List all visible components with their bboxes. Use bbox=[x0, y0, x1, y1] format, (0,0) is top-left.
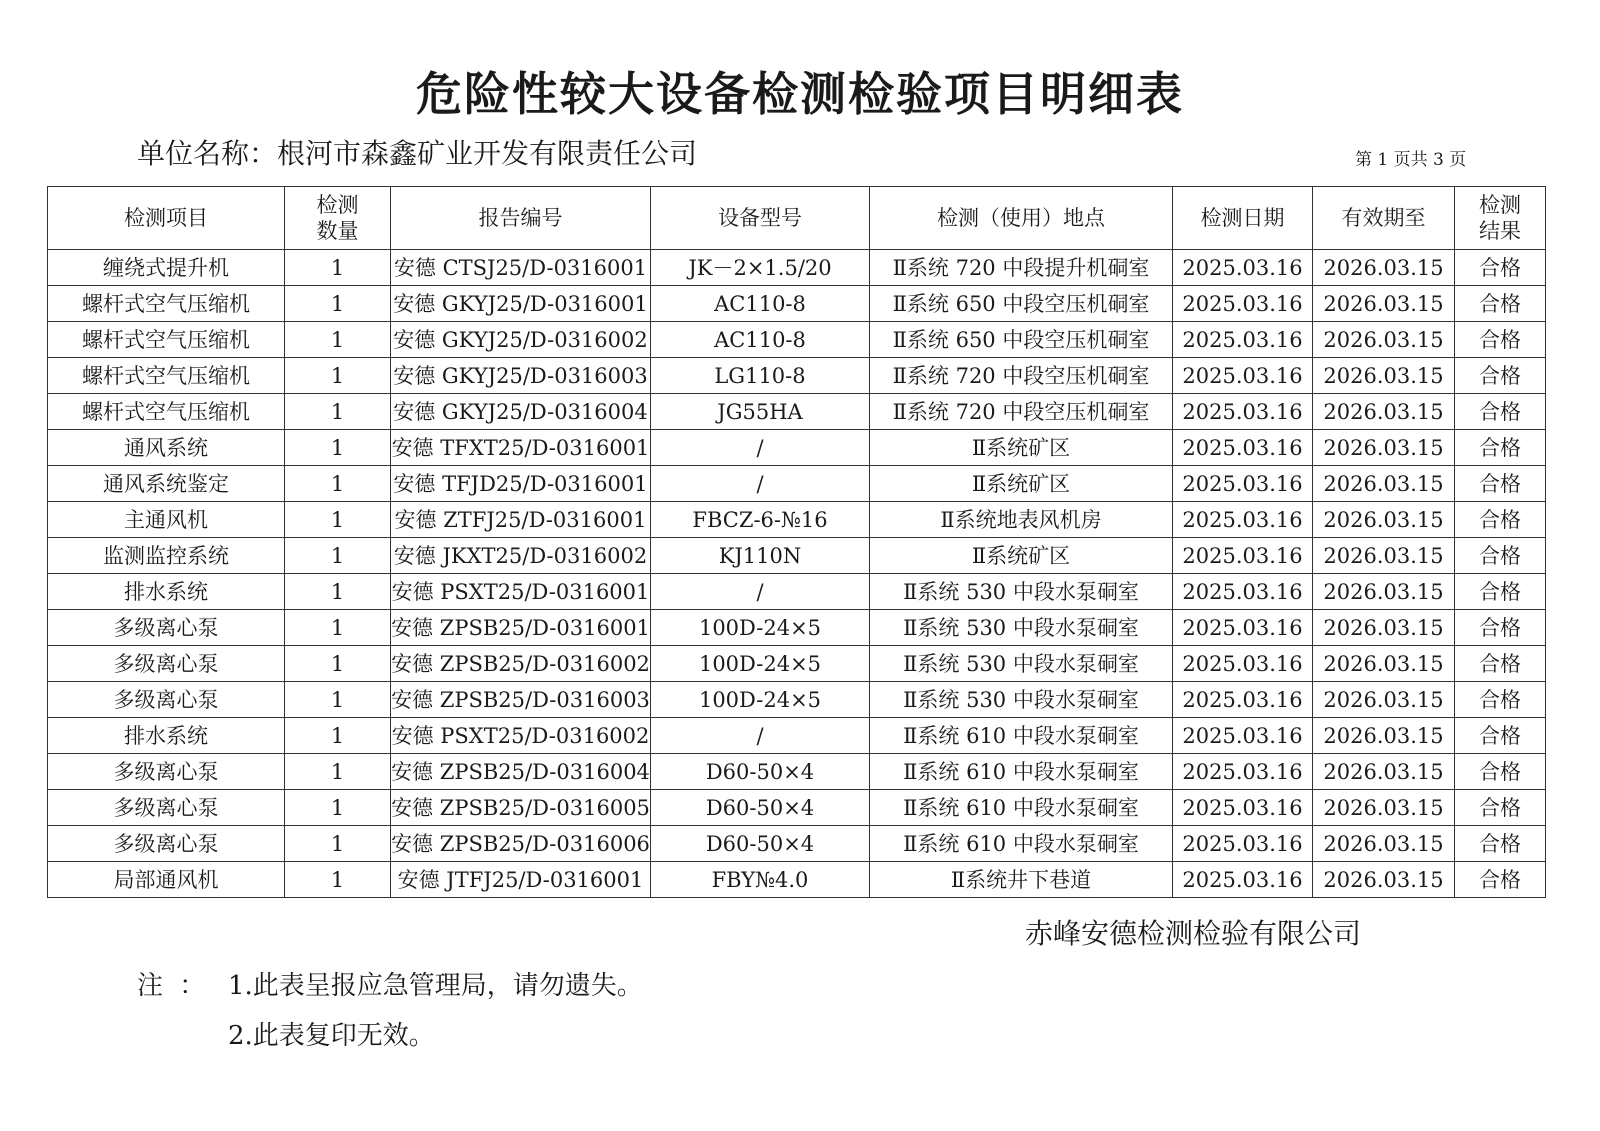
cell-model: 100D-24×5 bbox=[651, 610, 870, 646]
table-row bbox=[48, 610, 1546, 646]
cell-model: FBCZ-6-№16 bbox=[651, 502, 870, 538]
cell-report-no: 安德 GKYJ25/D-0316003 bbox=[391, 358, 651, 394]
cell-location: Ⅱ系统 720 中段提升机硐室 bbox=[870, 250, 1173, 286]
cell-quantity: 1 bbox=[285, 682, 391, 718]
cell-location: Ⅱ系统 530 中段水泵硐室 bbox=[870, 646, 1173, 682]
cell-location: Ⅱ系统 720 中段空压机硐室 bbox=[870, 394, 1173, 430]
cell-result: 合格 bbox=[1455, 862, 1546, 898]
inspection-table bbox=[47, 186, 1546, 898]
cell-location: Ⅱ系统矿区 bbox=[870, 466, 1173, 502]
cell-report-no: 安德 GKYJ25/D-0316002 bbox=[391, 322, 651, 358]
cell-report-no: 安德 TFJD25/D-0316001 bbox=[391, 466, 651, 502]
cell-test-date: 2025.03.16 bbox=[1173, 610, 1313, 646]
cell-test-date: 2025.03.16 bbox=[1173, 430, 1313, 466]
cell-valid-until: 2026.03.15 bbox=[1313, 754, 1455, 790]
notes-label: 注 ： bbox=[137, 971, 206, 1001]
header-result: 检测 结果 bbox=[1455, 187, 1546, 250]
cell-item: 排水系统 bbox=[48, 718, 285, 754]
cell-model: FBY№4.0 bbox=[651, 862, 870, 898]
table-row bbox=[48, 430, 1546, 466]
table-row bbox=[48, 322, 1546, 358]
cell-quantity: 1 bbox=[285, 646, 391, 682]
cell-location: Ⅱ系统 650 中段空压机硐室 bbox=[870, 286, 1173, 322]
cell-result: 合格 bbox=[1455, 574, 1546, 610]
unit-name: 单位名称：根河市森鑫矿业开发有限责任公司 bbox=[137, 137, 698, 170]
cell-valid-until: 2026.03.15 bbox=[1313, 682, 1455, 718]
cell-quantity: 1 bbox=[285, 790, 391, 826]
cell-valid-until: 2026.03.15 bbox=[1313, 718, 1455, 754]
cell-test-date: 2025.03.16 bbox=[1173, 682, 1313, 718]
cell-location: Ⅱ系统井下巷道 bbox=[870, 862, 1173, 898]
cell-result: 合格 bbox=[1455, 394, 1546, 430]
header-test-date: 检测日期 bbox=[1173, 187, 1313, 250]
cell-model: AC110-8 bbox=[651, 286, 870, 322]
cell-test-date: 2025.03.16 bbox=[1173, 790, 1313, 826]
cell-item: 多级离心泵 bbox=[48, 754, 285, 790]
cell-result: 合格 bbox=[1455, 466, 1546, 502]
cell-result: 合格 bbox=[1455, 646, 1546, 682]
cell-valid-until: 2026.03.15 bbox=[1313, 610, 1455, 646]
table-row bbox=[48, 466, 1546, 502]
cell-quantity: 1 bbox=[285, 502, 391, 538]
cell-valid-until: 2026.03.15 bbox=[1313, 790, 1455, 826]
cell-quantity: 1 bbox=[285, 466, 391, 502]
cell-item: 多级离心泵 bbox=[48, 610, 285, 646]
cell-model: JK－2×1.5/20 bbox=[651, 250, 870, 286]
cell-test-date: 2025.03.16 bbox=[1173, 358, 1313, 394]
cell-valid-until: 2026.03.15 bbox=[1313, 466, 1455, 502]
cell-report-no: 安德 ZTFJ25/D-0316001 bbox=[391, 502, 651, 538]
cell-item: 多级离心泵 bbox=[48, 790, 285, 826]
cell-valid-until: 2026.03.15 bbox=[1313, 358, 1455, 394]
header-quantity: 检测 数量 bbox=[285, 187, 391, 250]
cell-test-date: 2025.03.16 bbox=[1173, 322, 1313, 358]
cell-item: 主通风机 bbox=[48, 502, 285, 538]
table-row bbox=[48, 502, 1546, 538]
cell-model: / bbox=[651, 430, 870, 466]
table-body bbox=[48, 250, 1546, 898]
cell-model: D60-50×4 bbox=[651, 826, 870, 862]
table-row bbox=[48, 394, 1546, 430]
cell-quantity: 1 bbox=[285, 286, 391, 322]
header-valid-until: 有效期至 bbox=[1313, 187, 1455, 250]
cell-report-no: 安德 ZPSB25/D-0316006 bbox=[391, 826, 651, 862]
cell-item: 通风系统鉴定 bbox=[48, 466, 285, 502]
table-row bbox=[48, 574, 1546, 610]
cell-quantity: 1 bbox=[285, 862, 391, 898]
cell-item: 排水系统 bbox=[48, 574, 285, 610]
table-row bbox=[48, 790, 1546, 826]
cell-test-date: 2025.03.16 bbox=[1173, 574, 1313, 610]
cell-location: Ⅱ系统 720 中段空压机硐室 bbox=[870, 358, 1173, 394]
cell-location: Ⅱ系统矿区 bbox=[870, 430, 1173, 466]
cell-valid-until: 2026.03.15 bbox=[1313, 862, 1455, 898]
table-row bbox=[48, 286, 1546, 322]
cell-result: 合格 bbox=[1455, 250, 1546, 286]
cell-quantity: 1 bbox=[285, 322, 391, 358]
cell-test-date: 2025.03.16 bbox=[1173, 286, 1313, 322]
cell-location: Ⅱ系统 530 中段水泵硐室 bbox=[870, 610, 1173, 646]
cell-report-no: 安德 TFXT25/D-0316001 bbox=[391, 430, 651, 466]
cell-test-date: 2025.03.16 bbox=[1173, 646, 1313, 682]
cell-valid-until: 2026.03.15 bbox=[1313, 430, 1455, 466]
cell-report-no: 安德 PSXT25/D-0316001 bbox=[391, 574, 651, 610]
cell-report-no: 安德 ZPSB25/D-0316004 bbox=[391, 754, 651, 790]
cell-test-date: 2025.03.16 bbox=[1173, 754, 1313, 790]
cell-quantity: 1 bbox=[285, 394, 391, 430]
cell-model: LG110-8 bbox=[651, 358, 870, 394]
cell-model: D60-50×4 bbox=[651, 790, 870, 826]
table-header-row bbox=[48, 187, 1546, 250]
cell-model: / bbox=[651, 574, 870, 610]
cell-quantity: 1 bbox=[285, 250, 391, 286]
cell-location: Ⅱ系统 650 中段空压机硐室 bbox=[870, 322, 1173, 358]
cell-location: Ⅱ系统 530 中段水泵硐室 bbox=[870, 682, 1173, 718]
cell-model: / bbox=[651, 718, 870, 754]
cell-report-no: 安德 ZPSB25/D-0316003 bbox=[391, 682, 651, 718]
cell-report-no: 安德 ZPSB25/D-0316001 bbox=[391, 610, 651, 646]
cell-model: 100D-24×5 bbox=[651, 646, 870, 682]
cell-valid-until: 2026.03.15 bbox=[1313, 286, 1455, 322]
cell-valid-until: 2026.03.15 bbox=[1313, 646, 1455, 682]
cell-item: 缠绕式提升机 bbox=[48, 250, 285, 286]
cell-report-no: 安德 CTSJ25/D-0316001 bbox=[391, 250, 651, 286]
cell-quantity: 1 bbox=[285, 430, 391, 466]
cell-item: 监测监控系统 bbox=[48, 538, 285, 574]
cell-result: 合格 bbox=[1455, 790, 1546, 826]
cell-valid-until: 2026.03.15 bbox=[1313, 322, 1455, 358]
cell-location: Ⅱ系统 530 中段水泵硐室 bbox=[870, 574, 1173, 610]
cell-quantity: 1 bbox=[285, 718, 391, 754]
table-row bbox=[48, 718, 1546, 754]
header-report-no: 报告编号 bbox=[391, 187, 651, 250]
table-row bbox=[48, 646, 1546, 682]
cell-report-no: 安德 ZPSB25/D-0316002 bbox=[391, 646, 651, 682]
table-row bbox=[48, 250, 1546, 286]
cell-item: 螺杆式空气压缩机 bbox=[48, 286, 285, 322]
cell-quantity: 1 bbox=[285, 574, 391, 610]
cell-result: 合格 bbox=[1455, 430, 1546, 466]
cell-model: / bbox=[651, 466, 870, 502]
cell-model: D60-50×4 bbox=[651, 754, 870, 790]
cell-valid-until: 2026.03.15 bbox=[1313, 826, 1455, 862]
header-item: 检测项目 bbox=[48, 187, 285, 250]
cell-item: 螺杆式空气压缩机 bbox=[48, 358, 285, 394]
cell-model: AC110-8 bbox=[651, 322, 870, 358]
cell-location: Ⅱ系统 610 中段水泵硐室 bbox=[870, 826, 1173, 862]
cell-item: 多级离心泵 bbox=[48, 682, 285, 718]
cell-test-date: 2025.03.16 bbox=[1173, 538, 1313, 574]
cell-location: Ⅱ系统地表风机房 bbox=[870, 502, 1173, 538]
cell-quantity: 1 bbox=[285, 754, 391, 790]
cell-valid-until: 2026.03.15 bbox=[1313, 574, 1455, 610]
note-item-1: 1.此表呈报应急管理局，请勿遗失。 bbox=[228, 971, 643, 1001]
table-row bbox=[48, 358, 1546, 394]
cell-result: 合格 bbox=[1455, 718, 1546, 754]
cell-result: 合格 bbox=[1455, 682, 1546, 718]
cell-quantity: 1 bbox=[285, 538, 391, 574]
header-model: 设备型号 bbox=[651, 187, 870, 250]
cell-location: Ⅱ系统 610 中段水泵硐室 bbox=[870, 718, 1173, 754]
cell-quantity: 1 bbox=[285, 610, 391, 646]
table-row bbox=[48, 682, 1546, 718]
cell-item: 多级离心泵 bbox=[48, 646, 285, 682]
cell-result: 合格 bbox=[1455, 502, 1546, 538]
table-row bbox=[48, 826, 1546, 862]
cell-test-date: 2025.03.16 bbox=[1173, 718, 1313, 754]
cell-report-no: 安德 GKYJ25/D-0316001 bbox=[391, 286, 651, 322]
page-number: 第 1 页共 3 页 bbox=[1355, 150, 1467, 170]
cell-report-no: 安德 JKXT25/D-0316002 bbox=[391, 538, 651, 574]
cell-item: 螺杆式空气压缩机 bbox=[48, 394, 285, 430]
cell-valid-until: 2026.03.15 bbox=[1313, 250, 1455, 286]
cell-location: Ⅱ系统 610 中段水泵硐室 bbox=[870, 754, 1173, 790]
cell-result: 合格 bbox=[1455, 754, 1546, 790]
cell-test-date: 2025.03.16 bbox=[1173, 394, 1313, 430]
cell-test-date: 2025.03.16 bbox=[1173, 466, 1313, 502]
cell-valid-until: 2026.03.15 bbox=[1313, 502, 1455, 538]
cell-test-date: 2025.03.16 bbox=[1173, 862, 1313, 898]
cell-item: 螺杆式空气压缩机 bbox=[48, 322, 285, 358]
cell-report-no: 安德 PSXT25/D-0316002 bbox=[391, 718, 651, 754]
table-row bbox=[48, 862, 1546, 898]
cell-location: Ⅱ系统矿区 bbox=[870, 538, 1173, 574]
cell-result: 合格 bbox=[1455, 358, 1546, 394]
cell-result: 合格 bbox=[1455, 538, 1546, 574]
cell-result: 合格 bbox=[1455, 826, 1546, 862]
cell-report-no: 安德 ZPSB25/D-0316005 bbox=[391, 790, 651, 826]
cell-model: 100D-24×5 bbox=[651, 682, 870, 718]
cell-result: 合格 bbox=[1455, 322, 1546, 358]
cell-valid-until: 2026.03.15 bbox=[1313, 538, 1455, 574]
cell-item: 局部通风机 bbox=[48, 862, 285, 898]
header-location: 检测（使用）地点 bbox=[870, 187, 1173, 250]
cell-quantity: 1 bbox=[285, 826, 391, 862]
cell-report-no: 安德 GKYJ25/D-0316004 bbox=[391, 394, 651, 430]
table-row bbox=[48, 754, 1546, 790]
cell-item: 多级离心泵 bbox=[48, 826, 285, 862]
table-row bbox=[48, 538, 1546, 574]
cell-quantity: 1 bbox=[285, 358, 391, 394]
cell-test-date: 2025.03.16 bbox=[1173, 826, 1313, 862]
note-item-2: 2.此表复印无效。 bbox=[228, 1021, 435, 1051]
inspection-company: 赤峰安德检测检验有限公司 bbox=[1025, 917, 1362, 950]
cell-location: Ⅱ系统 610 中段水泵硐室 bbox=[870, 790, 1173, 826]
cell-valid-until: 2026.03.15 bbox=[1313, 394, 1455, 430]
document-title: 危险性较大设备检测检验项目明细表 bbox=[416, 67, 1184, 121]
cell-item: 通风系统 bbox=[48, 430, 285, 466]
cell-report-no: 安德 JTFJ25/D-0316001 bbox=[391, 862, 651, 898]
cell-test-date: 2025.03.16 bbox=[1173, 250, 1313, 286]
cell-result: 合格 bbox=[1455, 286, 1546, 322]
cell-test-date: 2025.03.16 bbox=[1173, 502, 1313, 538]
cell-model: JG55HA bbox=[651, 394, 870, 430]
cell-model: KJ110N bbox=[651, 538, 870, 574]
cell-result: 合格 bbox=[1455, 610, 1546, 646]
